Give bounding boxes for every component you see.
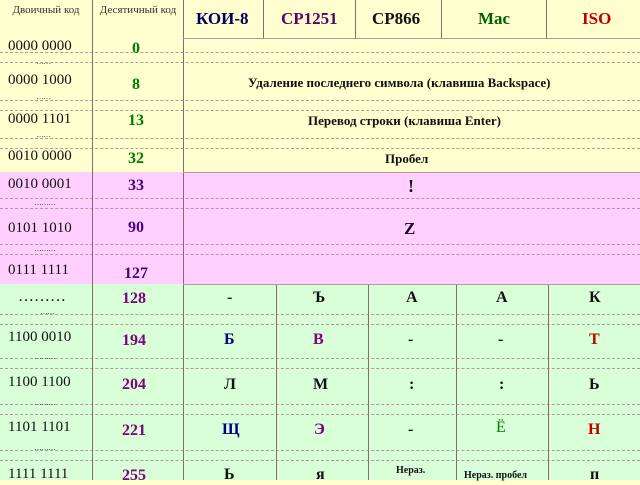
decimal-code: 128 — [122, 290, 146, 307]
zone-divider — [183, 284, 640, 285]
row-divider — [0, 62, 640, 63]
iso-char: Т — [589, 331, 600, 348]
row-divider — [0, 324, 640, 325]
binary-code: 1111 1111 — [8, 466, 69, 482]
decimal-code: 255 — [122, 467, 146, 484]
cp1251-char: М — [313, 376, 329, 393]
decimal-code: 33 — [128, 177, 144, 194]
row-divider — [0, 368, 640, 369]
decimal-code: 8 — [132, 76, 140, 93]
cp866-char: - — [408, 331, 414, 348]
decimal-code: 32 — [128, 150, 144, 167]
row-divider — [0, 358, 640, 359]
row-divider — [0, 314, 640, 315]
iso-char: Н — [588, 421, 601, 438]
zone-divider — [183, 172, 640, 173]
row-divider — [0, 450, 640, 451]
row-divider — [0, 208, 640, 209]
binary-code: ……… — [18, 288, 66, 305]
header-divider — [183, 38, 640, 39]
decimal-code: 204 — [122, 376, 146, 393]
koi8-char: Щ — [222, 421, 240, 438]
row-divider — [0, 404, 640, 405]
iso-char: п — [590, 466, 600, 483]
row-divider — [0, 198, 640, 199]
binary-code: 1100 1100 — [8, 374, 71, 390]
space-description: Пробел — [385, 151, 429, 166]
binary-dots: …… — [36, 130, 50, 139]
decimal-code: 90 — [128, 219, 144, 236]
col-divider — [441, 0, 442, 38]
row-divider — [0, 100, 640, 101]
col-divider — [546, 0, 547, 38]
binary-dots: …… — [36, 57, 50, 66]
cp1251-char: Ъ — [313, 289, 326, 306]
row-divider — [0, 414, 640, 415]
header-cp1251: СР1251 — [281, 9, 338, 28]
decimal-code: 194 — [122, 332, 146, 349]
header-iso: ISO — [582, 9, 612, 28]
col-divider — [368, 284, 369, 480]
cp866-char: А — [406, 289, 418, 306]
cp1251-char: В — [313, 331, 324, 348]
binary-code: 0111 1111 — [8, 262, 69, 278]
koi8-char: - — [227, 289, 233, 306]
iso-char: К — [589, 289, 601, 306]
decimal-code: 13 — [128, 112, 144, 129]
header-decimal: Десятичный код — [99, 4, 177, 16]
koi8-char: Л — [224, 376, 236, 393]
col-divider — [355, 0, 356, 38]
cp866-char: Нераз. — [396, 465, 426, 476]
decimal-code: 127 — [124, 265, 148, 282]
col-divider — [456, 284, 457, 480]
binary-code: 0000 0000 — [8, 38, 72, 54]
col-divider — [92, 0, 93, 480]
binary-code: 0010 0000 — [8, 148, 72, 164]
binary-dots: ……… — [34, 443, 55, 452]
binary-dots: …… — [40, 307, 54, 316]
col-divider — [263, 0, 264, 38]
mac-char: - — [498, 331, 504, 348]
binary-code: 1101 1101 — [8, 419, 71, 435]
mac-char: : — [499, 376, 505, 393]
row-divider — [0, 254, 640, 255]
binary-dots: …… — [36, 92, 50, 101]
koi8-char: Б — [224, 331, 235, 348]
cp1251-char: я — [316, 466, 325, 483]
header-binary: Двоичный код — [12, 4, 80, 16]
decimal-code: 221 — [122, 422, 146, 439]
decimal-code: 0 — [132, 40, 140, 57]
binary-code: 0010 0001 — [8, 176, 72, 192]
binary-dots: ……… — [34, 398, 55, 407]
binary-dots: ……… — [34, 244, 55, 253]
header-mac: Mac — [478, 9, 511, 28]
exclamation-char: ! — [408, 176, 414, 196]
cp1251-char: Э — [314, 421, 325, 438]
header-koi8: КОИ-8 — [196, 9, 249, 28]
row-divider — [0, 138, 640, 139]
cp866-char: : — [409, 376, 415, 393]
binary-code: 0000 1000 — [8, 72, 72, 88]
ascii-printable-zone — [0, 172, 640, 284]
col-divider — [548, 284, 549, 480]
koi8-char: Ь — [224, 466, 235, 483]
enter-description: Перевод строки (клавиша Enter) — [308, 113, 501, 128]
col-divider — [183, 0, 184, 480]
binary-dots: ……… — [34, 352, 55, 361]
backspace-description: Удаление последнего символа (клавиша Backspace) — [248, 75, 551, 90]
row-divider — [0, 52, 640, 53]
mac-char: А — [496, 289, 508, 306]
col-divider — [276, 284, 277, 480]
binary-code: 0000 1101 — [8, 111, 72, 127]
row-divider — [0, 460, 640, 461]
binary-dots: ……… — [34, 198, 55, 207]
row-divider — [0, 110, 640, 111]
binary-code: 0101 1010 — [8, 220, 72, 236]
z-char: Z — [404, 219, 416, 238]
cp866-char: - — [408, 421, 414, 438]
header-cp866: СР866 — [372, 9, 421, 28]
iso-char: Ь — [589, 376, 600, 393]
row-divider — [0, 244, 640, 245]
mac-char: Нераз. пробел — [464, 470, 528, 481]
row-divider — [0, 148, 640, 149]
mac-char: Ё — [496, 419, 506, 436]
binary-code: 1100 0010 — [8, 329, 72, 345]
